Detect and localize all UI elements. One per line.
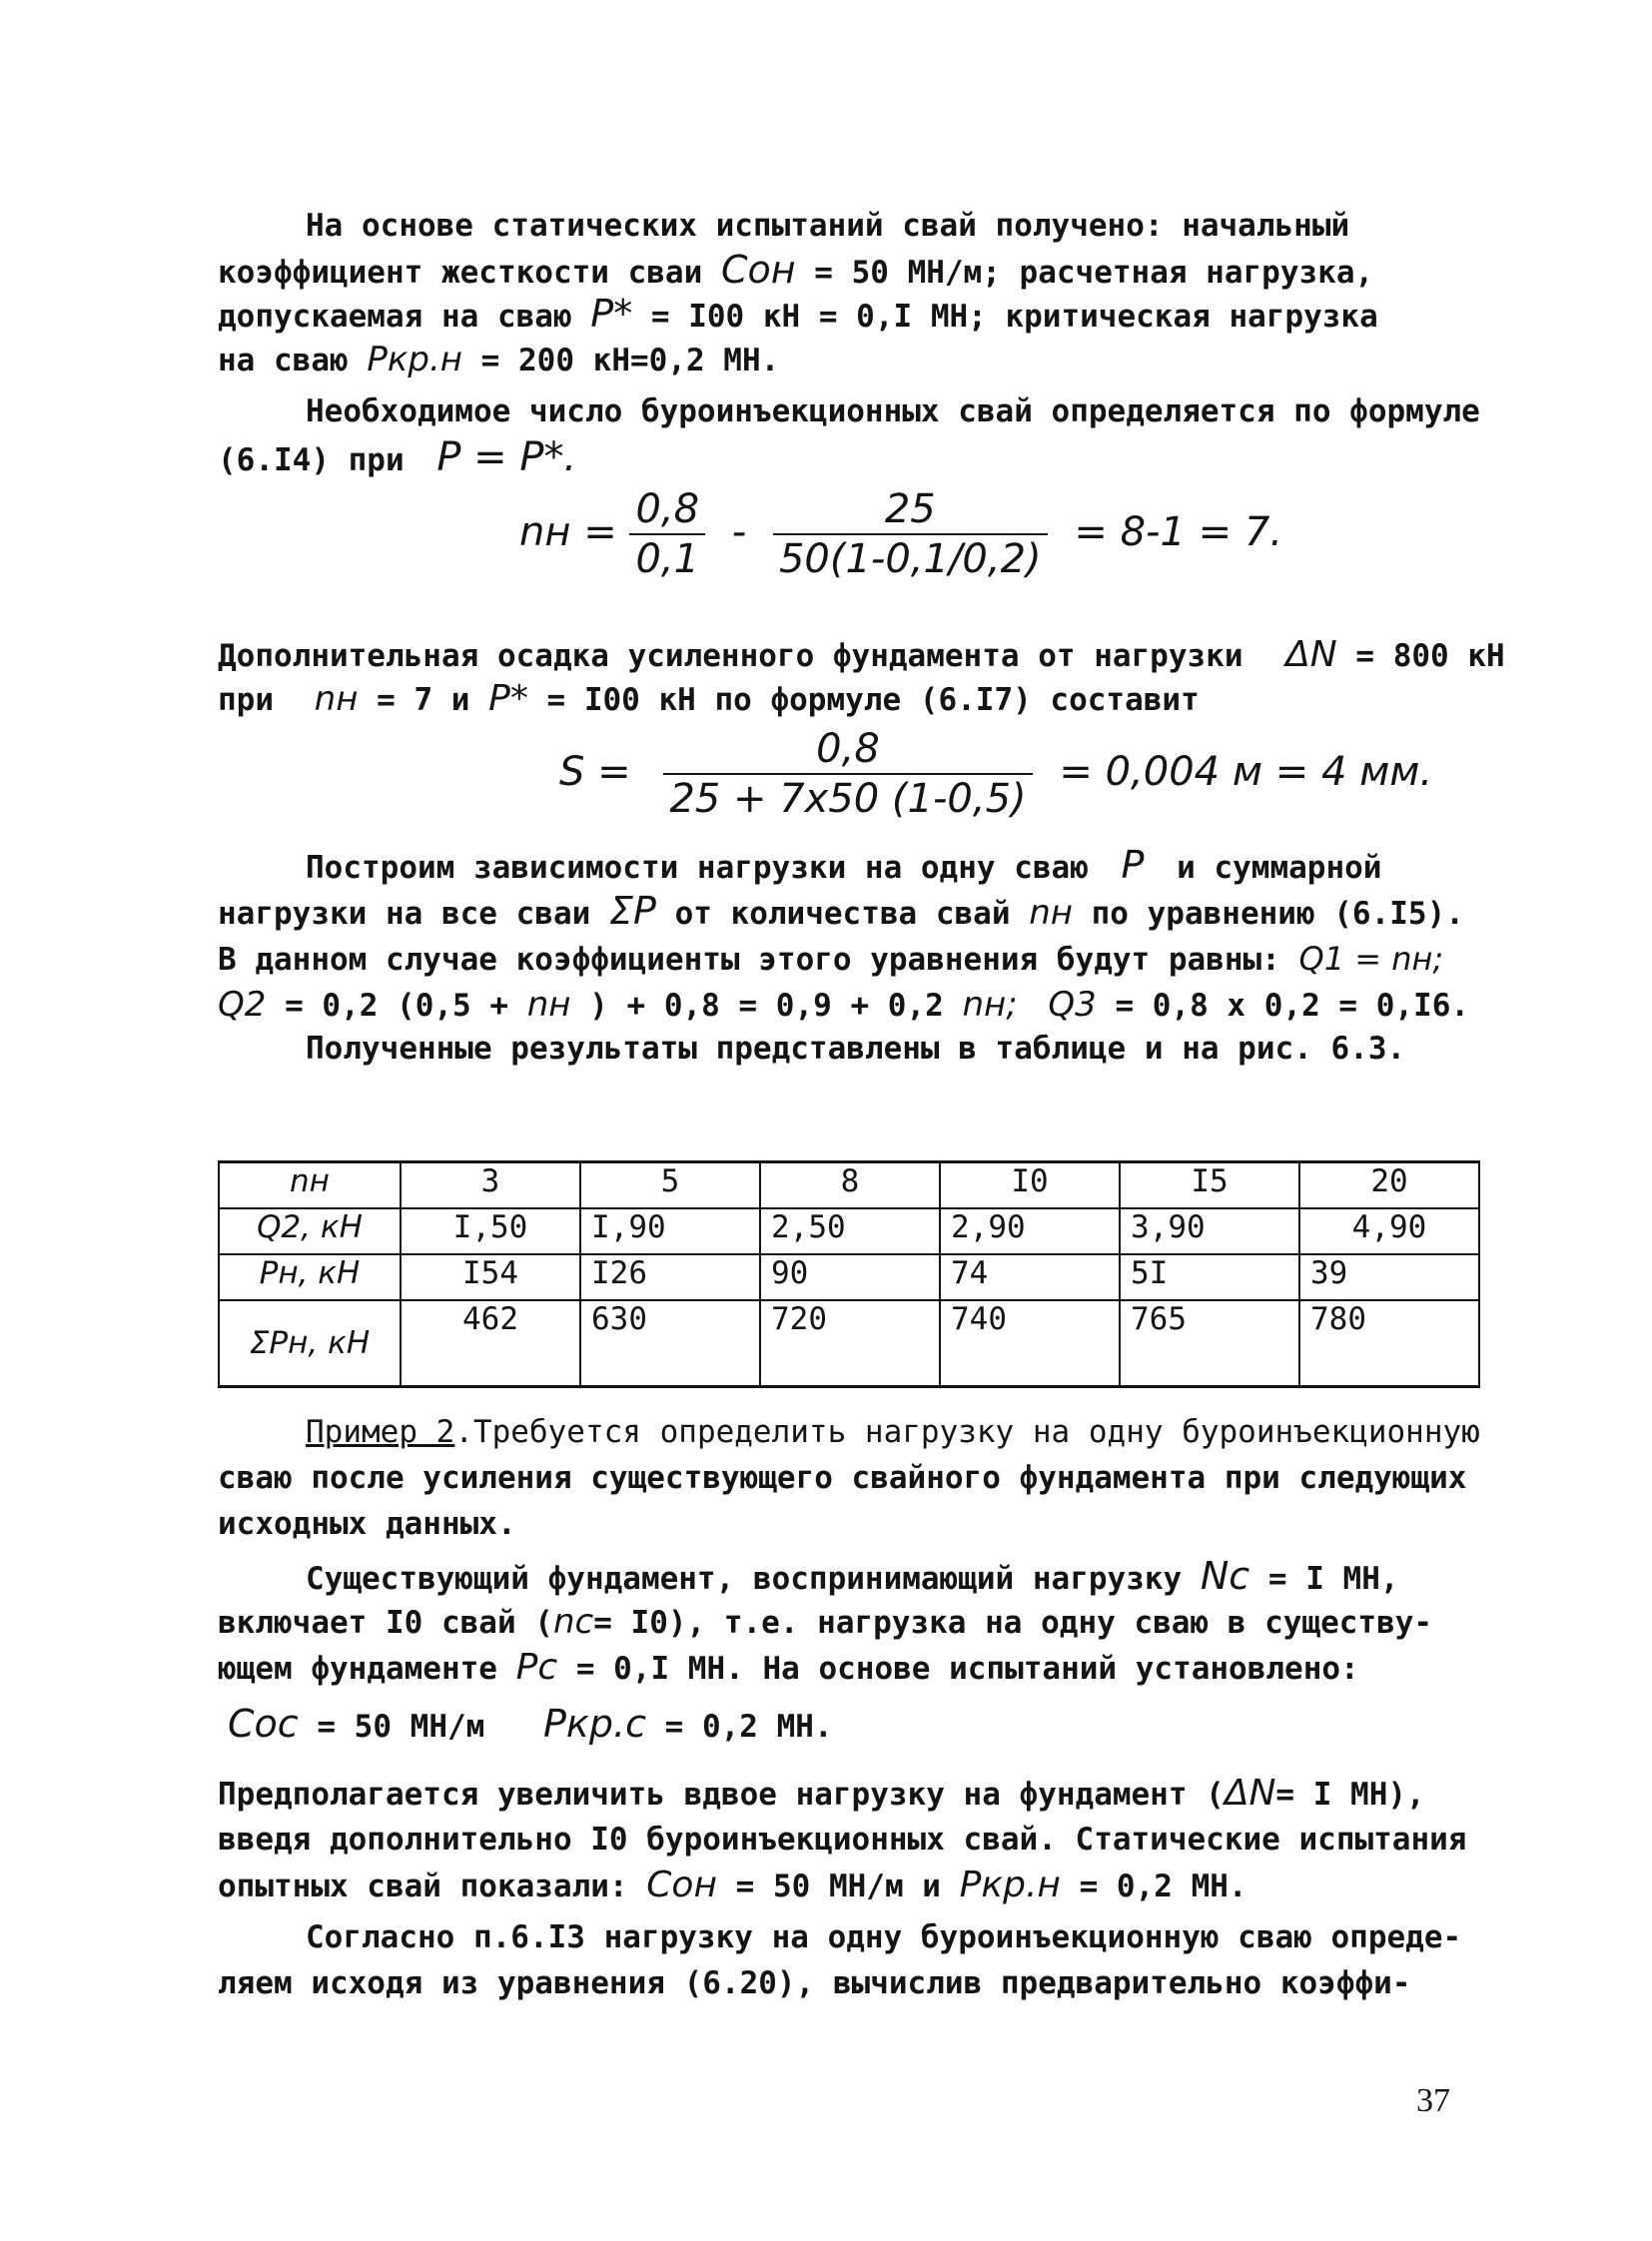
table-cell: 630	[580, 1300, 760, 1387]
formula1-f2-num: 25	[773, 485, 1048, 535]
table-cell: 462	[401, 1300, 580, 1387]
p7-l3b: = 50 МН/м и	[735, 1868, 941, 1904]
table-row-sum-p	[219, 1300, 1479, 1387]
formula2-lhs: S =	[559, 749, 631, 795]
formula2-den: 25 + 7x50 (1-0,5)	[669, 776, 1027, 822]
p3-line1-text: Дополнительная осадка усиленного фундамента от нагрузки	[218, 638, 1243, 674]
p1-line3	[218, 294, 1378, 337]
symbol-p-c: Pс	[515, 1647, 558, 1688]
symbol-p-kr-n: Pкр.н	[367, 340, 462, 379]
table-cell: 5	[580, 1162, 760, 1209]
table-cell: 765	[1120, 1300, 1299, 1387]
page-number: 37	[1416, 2082, 1450, 2119]
formula2-num: 0,8	[663, 725, 1032, 775]
p4-l4c: = 0,8 x 0,2 = 0,I6.	[1115, 988, 1470, 1024]
symbol-n-c: Nс	[1200, 1554, 1250, 1598]
table-cell: 4,90	[1299, 1208, 1479, 1254]
p4-l1b: и суммарной	[1177, 850, 1382, 886]
symbol-p-eq-p-star: P = P*.	[436, 434, 577, 480]
p3-line2	[218, 679, 1200, 720]
p6-line1	[306, 1556, 1399, 1599]
p3-line2-a: при	[218, 682, 274, 718]
p1-line2-end: = 50 МН/м; расчетная нагрузка,	[814, 255, 1374, 291]
p5-l1: .Требуется определить нагрузку на одну буроинъекционную	[454, 1414, 1480, 1450]
p5-line3: исходных данных.	[218, 1506, 516, 1542]
p2-line2	[218, 434, 577, 480]
p7-line1	[218, 1774, 1425, 1815]
symbol-p-star: P*	[590, 292, 633, 336]
symbol-delta-n-2: ΔN	[1224, 1773, 1276, 1814]
p4-l2c: по уравнению (6.I5).	[1091, 896, 1464, 932]
p4-line4	[218, 985, 1469, 1026]
symbol-c-oc: Cос	[228, 1702, 299, 1746]
symbol-n-h: nн	[314, 679, 359, 719]
table-cell: I26	[580, 1254, 760, 1300]
table-cell: 3	[401, 1162, 580, 1209]
p1-line1: На основе статических испытаний свай получено: начальный	[306, 208, 1350, 244]
table-cell: 720	[760, 1300, 940, 1387]
p6-l4b: = 0,2 МН.	[664, 1709, 833, 1745]
p6-l4a: = 50 МН/м	[317, 1709, 485, 1745]
symbol-p: P	[1121, 843, 1145, 887]
table-cell: 74	[940, 1254, 1120, 1300]
p6-line2	[218, 1602, 1432, 1643]
formula1-lhs: nн =	[519, 509, 617, 555]
table-cell: 90	[760, 1254, 940, 1300]
p7-line2: введя дополнительно I0 буроинъекционных свай. Статические испытания	[218, 1822, 1467, 1858]
p4-l3a: В данном случае коэффициенты этого уравнения будут равны:	[218, 942, 1280, 978]
table-cell: 740	[940, 1300, 1120, 1387]
p3-line1-end: = 800 кН	[1355, 638, 1505, 674]
formula1-fraction2	[773, 485, 1048, 583]
p7-l1a: Предполагается увеличить вдвое нагрузку на фундамент (	[218, 1777, 1225, 1813]
symbol-p-kr-c: Pкр.с	[543, 1702, 646, 1746]
table-cell: 8	[760, 1162, 940, 1209]
p3-line2-b: = 7 и	[377, 682, 470, 718]
symbol-c-on: Cон	[720, 248, 796, 292]
p2-line2-text: (6.I4) при	[218, 442, 405, 478]
symbol-n-c-2: nс	[552, 1602, 594, 1642]
formula-settlement	[559, 725, 1432, 823]
table-cell: I,50	[401, 1208, 580, 1254]
p4-l4a: = 0,2 (0,5 +	[285, 988, 509, 1024]
symbol-q1: Q1 = nн;	[1298, 940, 1444, 978]
symbol-q3: Q3	[1048, 985, 1097, 1025]
symbol-q2: Q2	[218, 985, 267, 1025]
p5-line2: сваю после усиления существующего свайного фундамента при следующих	[218, 1460, 1467, 1496]
symbol-p-kr-n-2: Pкр.н	[959, 1865, 1061, 1905]
table-header-sum-p: ΣPн, кН	[219, 1300, 401, 1387]
table-cell: 3,90	[1120, 1208, 1299, 1254]
symbol-delta-n: ΔN	[1285, 634, 1337, 675]
symbol-sum-p: ΣP	[608, 889, 656, 933]
symbol-n-h-4: nн;	[962, 985, 1018, 1025]
p1-line4	[218, 340, 779, 380]
p1-line3-text: допускаемая на сваю	[218, 299, 572, 335]
p6-l3b: = 0,I МН. На основе испытаний установлено:	[575, 1651, 1359, 1687]
p7-l3a: опытных свай показали:	[218, 1868, 628, 1904]
formula1-fraction1	[629, 485, 705, 583]
formula2-rhs: = 0,004 м = 4 мм.	[1059, 749, 1433, 795]
p7-l1b: = I МН),	[1275, 1777, 1425, 1813]
p8-line2: ляем исходя из уравнения (6.20), вычислив предварительно коэффи-	[218, 1965, 1411, 2001]
table-row-q2	[219, 1208, 1479, 1254]
table-cell: I,90	[580, 1208, 760, 1254]
table-header-q2: Q2, кН	[219, 1208, 401, 1254]
p6-line4	[228, 1704, 833, 1747]
table-cell: 39	[1299, 1254, 1479, 1300]
symbol-n-h-2: nн	[1029, 893, 1073, 933]
p4-line2	[218, 891, 1464, 934]
p6-l1a: Существующий фундамент, воспринимающий нагрузку	[306, 1561, 1183, 1597]
table-cell: 5I	[1120, 1254, 1299, 1300]
table-cell: 780	[1299, 1300, 1479, 1387]
table-cell: 2,50	[760, 1208, 940, 1254]
table-header-p: Pн, кН	[219, 1254, 401, 1300]
p6-l2b: = I0), т.е. нагрузка на одну сваю в существу-	[593, 1605, 1433, 1641]
table-cell: 2,90	[940, 1208, 1120, 1254]
p4-l4b: ) + 0,8 = 0,9 + 0,2	[589, 988, 944, 1024]
p7-line3	[218, 1866, 1247, 1906]
p1-line4-end: = 200 кН=0,2 МН.	[480, 343, 780, 378]
p1-line2-text: коэффициент жесткости сваи	[218, 255, 703, 291]
example-2-label: Пример 2	[306, 1414, 455, 1450]
p1-line3-end: = I00 кН = 0,I МН; критическая нагрузка	[650, 299, 1378, 335]
p1-line2	[218, 250, 1373, 293]
table-cell: I54	[401, 1254, 580, 1300]
table-cell: I5	[1120, 1162, 1299, 1209]
p4-line1	[306, 845, 1381, 888]
symbol-p-star-2: P*	[488, 678, 528, 719]
formula1-rhs: = 8-1 = 7.	[1074, 509, 1283, 555]
table-cell: 20	[1299, 1162, 1479, 1209]
formula2-fraction	[663, 725, 1032, 823]
p8-line1: Согласно п.6.I3 нагрузку на одну буроинъекционную сваю опреде-	[306, 1919, 1462, 1955]
formula1-f2-den: 50(1-0,1/0,2)	[778, 536, 1042, 582]
p4-l1a: Построим зависимости нагрузки на одну сваю	[306, 850, 1089, 886]
p3-line2-c: = I00 кН по формуле (6.I7) составит	[546, 682, 1200, 718]
symbol-c-on-2: Cон	[646, 1865, 717, 1905]
p7-l3c: = 0,2 МН.	[1079, 1868, 1247, 1904]
p6-line3	[218, 1648, 1359, 1689]
table-header-n: nн	[219, 1162, 401, 1209]
p2-line1: Необходимое число буроинъекционных свай определяется по формуле	[306, 393, 1480, 429]
p3-line1	[218, 635, 1505, 676]
formula-n-h	[519, 485, 1282, 583]
results-table	[218, 1160, 1480, 1388]
p6-l1b: = I МН,	[1267, 1561, 1399, 1597]
formula1-f1-num: 0,8	[629, 485, 705, 535]
table-cell: I0	[940, 1162, 1120, 1209]
p4-l2a: нагрузки на все сваи	[218, 896, 591, 932]
p6-l2a: включает I0 свай (	[218, 1605, 553, 1641]
p6-l3a: ющем фундаменте	[218, 1651, 497, 1687]
table-row-p	[219, 1254, 1479, 1300]
p5-line1	[306, 1412, 1480, 1452]
p4-line5: Полученные результаты представлены в таблице и на рис. 6.3.	[306, 1031, 1406, 1067]
table-row-n	[219, 1162, 1479, 1209]
p4-line3	[218, 939, 1443, 980]
formula1-f1-den: 0,1	[635, 536, 700, 582]
formula1-minus: -	[731, 509, 747, 555]
p1-line4-text: на сваю	[218, 343, 349, 378]
p4-l2b: от количества свай	[674, 896, 1011, 932]
symbol-n-h-3: nн	[526, 985, 571, 1025]
